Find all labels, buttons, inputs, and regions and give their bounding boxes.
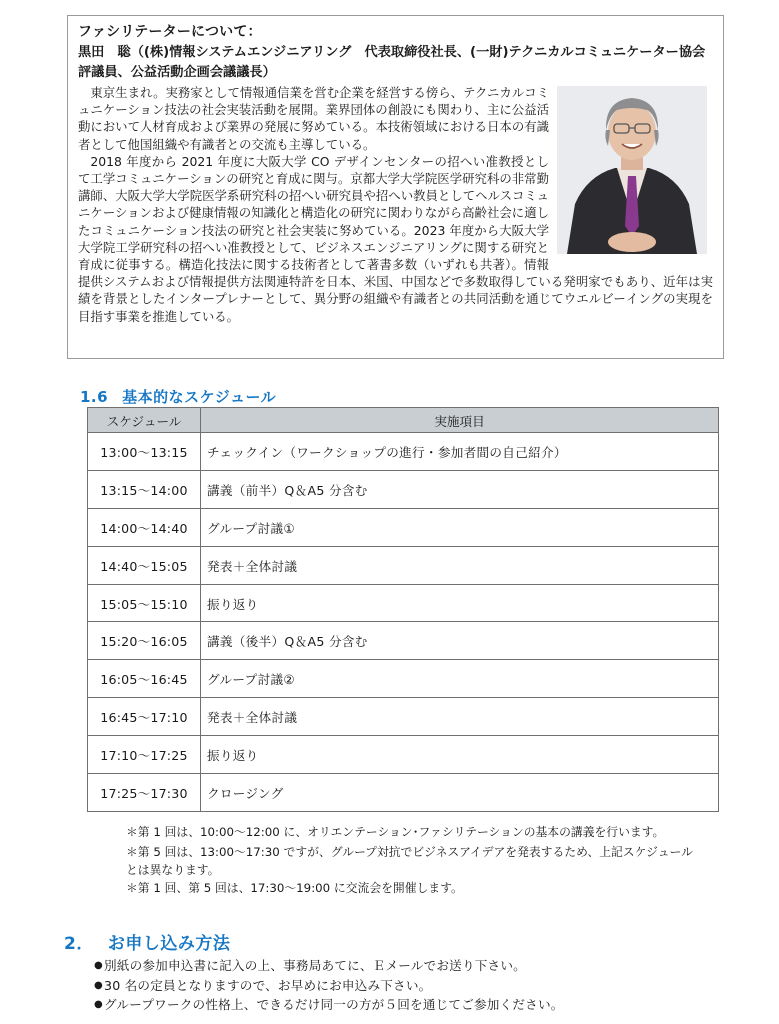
schedule-note-2 xyxy=(126,843,726,880)
item-cell: 講義（前半）Q＆A5 分含む xyxy=(201,470,719,508)
list-item-text: 別紙の参加申込書に記入の上、事務局あてに、Ｅメールでお送り下さい。 xyxy=(104,958,526,973)
list-item-text: グループワークの性格上、できるだけ同一の方が５回を通じてご参加ください。 xyxy=(104,997,564,1012)
apply-section-title: お申し込み方法 xyxy=(107,934,231,954)
item-cell: クロージング xyxy=(201,774,719,812)
facilitator-bio-paragraph-2: 2018 年度から 2021 年度に大阪大学 CO デザインセンターの招へい准教授として工学コミュニケーションの研究と育成に関与。京都大学大学院医学研究科の非常勤講師、大阪大学大学院医学系研究科の招へい研究員や招へい教員としてヘルスコミュニケーションおよび健康情報の知識化と構造化の研究に関わりながら高齢社会に適したコミュニケーション技法の研究と社会実装に努めている。2023 年度から大阪大学大学院工学研究科の招へい准教授として、ビジネスエンジニアリングに関する研究と育成に従事する。構造化技法に関する技術者として著書多数（いずれも共著）。情報提供システムおよび情報提供方法関連特許を日本、米国、中国などで多数取得している発明家でもあり、近年は実績を背景としたインタープレナーとして、異分野の組織や有識者との共同活動を通じてウエルビーイングの実現を目指す事業を推進している。 xyxy=(78,153,713,324)
list-item xyxy=(94,995,564,1015)
time-cell: 17:10～17:25 xyxy=(88,736,201,774)
note-continuation: とは異なります。 xyxy=(126,863,220,877)
schedule-notes xyxy=(126,823,726,899)
item-cell: 講義（後半）Q＆A5 分含む xyxy=(201,622,719,660)
bullet-icon: ● xyxy=(94,979,103,991)
time-cell: 17:25～17:30 xyxy=(88,774,201,812)
column-header-schedule: スケジュール xyxy=(88,408,201,433)
table-row xyxy=(88,546,719,584)
schedule-section-title: 基本的なスケジュール xyxy=(122,388,277,406)
schedule-note-3 xyxy=(126,879,726,899)
column-header-item: 実施項目 xyxy=(201,408,719,433)
note-text: ＊第 5 回は、13:00～17:30 ですが、グループ対抗でビジネスアイデアを発表するため、上記スケジュール xyxy=(126,844,693,859)
note-text: ＊第 1 回、第 5 回は、17:30～19:00 に交流会を開催します。 xyxy=(126,881,463,895)
item-cell: チェックイン（ワークショップの進行・参加者間の自己紹介） xyxy=(201,433,719,471)
time-cell: 15:20～16:05 xyxy=(88,622,201,660)
apply-instructions-list xyxy=(94,956,564,1015)
time-cell: 16:05～16:45 xyxy=(88,660,201,698)
apply-section-number: 2． xyxy=(64,934,94,954)
item-cell: 振り返り xyxy=(201,736,719,774)
item-cell: 振り返り xyxy=(201,584,719,622)
apply-section-heading xyxy=(64,929,230,954)
time-cell: 13:15～14:00 xyxy=(88,470,201,508)
schedule-section-heading xyxy=(80,386,276,407)
time-cell: 14:00～14:40 xyxy=(88,508,201,546)
time-cell: 14:40～15:05 xyxy=(88,546,201,584)
facilitator-heading: ファシリテーターについて： xyxy=(78,24,262,40)
table-row xyxy=(88,622,719,660)
time-cell: 13:00～13:15 xyxy=(88,433,201,471)
item-cell: グループ討議② xyxy=(201,660,719,698)
list-item-text: 30 名の定員となりますので、お早めにお申込み下さい。 xyxy=(104,977,432,993)
table-row xyxy=(88,774,719,812)
table-row xyxy=(88,508,719,546)
portrait-photo-icon xyxy=(557,86,707,254)
list-item xyxy=(94,976,564,996)
time-cell: 15:05～15:10 xyxy=(88,584,201,622)
table-row xyxy=(88,736,719,774)
time-cell: 16:45～17:10 xyxy=(88,698,201,736)
facilitator-name: 黒田 聡（(株)情報システムエンジニアリング 代表取締役社長、(一財)テクニカルコミュニケーター協会 評議員、公益活動企画会議議長） xyxy=(78,45,719,80)
item-cell: グループ討議① xyxy=(201,508,719,546)
note-text: ＊第 1 回は、10:00～12:00 に、オリエンテーション･ファシリテーションの基本の講義を行います。 xyxy=(126,825,665,839)
bullet-icon: ● xyxy=(94,960,103,971)
facilitator-bio-paragraph-1: 東京生まれ。実務家として情報通信業を営む企業を経営する傍ら、テクニカルコミュニケーション技法の社会実装活動を展開。業界団体の創設にも関わり、主に公益活動において人材育成および業界の発展に努めている。本技術領域における日本の有識者として他国組織や有識者との交流も主導している。 xyxy=(78,85,549,152)
item-cell: 発表＋全体討議 xyxy=(201,698,719,736)
table-row xyxy=(88,698,719,736)
list-item xyxy=(94,956,564,976)
schedule-section-number: 1.6 xyxy=(80,388,109,406)
table-row xyxy=(88,433,719,471)
bullet-icon: ● xyxy=(94,999,103,1010)
schedule-header-row xyxy=(88,408,719,433)
item-cell: 発表＋全体討議 xyxy=(201,546,719,584)
table-row xyxy=(88,660,719,698)
table-row xyxy=(88,470,719,508)
facilitator-bio xyxy=(78,84,713,325)
schedule-note-1 xyxy=(126,823,726,843)
facilitator-box xyxy=(67,15,724,359)
table-row xyxy=(88,584,719,622)
schedule-table xyxy=(87,407,719,812)
